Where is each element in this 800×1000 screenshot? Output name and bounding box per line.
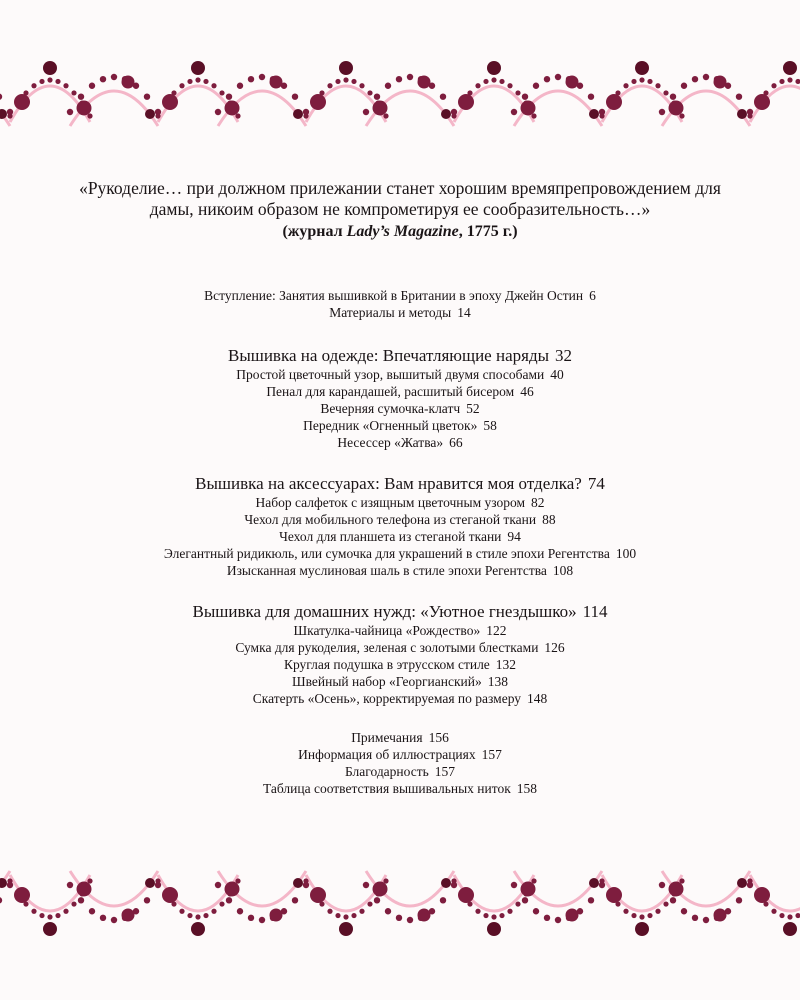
berry-dot (515, 901, 520, 906)
berry-dot (511, 109, 517, 115)
toc-entry[interactable]: Круглая подушка в этрусском стиле 132 (283, 657, 517, 672)
berry-large (122, 76, 135, 89)
epigraph-source: (журнал Lady’s Magazine, 1775 г.) (282, 223, 518, 240)
berry-dot (195, 77, 200, 82)
berry-dot (670, 93, 676, 99)
toc-section-title[interactable]: Вышивка для домашних нужд: «Уютное гнездышко» 114 (192, 602, 608, 621)
berry-dot (440, 897, 446, 903)
berry-large (43, 61, 57, 75)
toc-entry[interactable]: Материалы и методы 14 (329, 305, 471, 320)
toc-entry[interactable]: Набор салфеток с изящным цветочным узором 82 (255, 495, 545, 510)
epigraph-line-2: дамы, никоим образом не компрометируя ее сообразительность…» (149, 199, 651, 219)
toc-section-title[interactable]: Вышивка на аксессуарах: Вам нравится моя отделка? 74 (195, 474, 605, 493)
berry-large (737, 109, 747, 119)
berry-dot (795, 913, 800, 918)
toc-appendix-group (40, 729, 760, 797)
berry-dot (681, 908, 687, 914)
berry-dot (631, 913, 636, 918)
berry-dot (179, 909, 184, 914)
berry-dot (144, 897, 150, 903)
berry-large (373, 101, 388, 116)
berry-dot (0, 897, 2, 903)
berry-dot (451, 878, 456, 883)
berry-dot (237, 83, 243, 89)
berry-large (14, 94, 30, 110)
berry-dot (670, 897, 676, 903)
berry-dot (736, 93, 742, 99)
berry-dot (237, 908, 243, 914)
berry-dot (89, 83, 95, 89)
berry-dot (515, 90, 520, 95)
berry-large (270, 76, 283, 89)
toc-entry[interactable]: Пенал для карандашей, расшитый бисером 46 (266, 384, 534, 399)
berry-dot (363, 882, 369, 888)
berry-dot (203, 913, 208, 918)
berry-large (737, 878, 747, 888)
decorative-border-bottom (0, 855, 800, 955)
berry-dot (335, 79, 340, 84)
berry-dot (588, 897, 594, 903)
berry-dot (211, 909, 216, 914)
berry-dot (779, 79, 784, 84)
berry-dot (451, 113, 456, 118)
berry-dot (533, 83, 539, 89)
berry-large (122, 909, 135, 922)
berry-dot (327, 909, 332, 914)
berry-large (293, 878, 303, 888)
berry-dot (367, 90, 372, 95)
berry-large (521, 101, 536, 116)
berry-dot (343, 914, 348, 919)
toc-entry[interactable]: Чехол для планшета из стеганой ткани 94 (279, 529, 521, 544)
berry-dot (385, 83, 391, 89)
berry-large (669, 882, 684, 897)
berry-dot (71, 90, 76, 95)
berry-dot (787, 77, 792, 82)
berry-dot (55, 79, 60, 84)
berry-dot (203, 79, 208, 84)
berry-dot (647, 79, 652, 84)
epigraph-source-title: Lady’s Magazine (346, 223, 459, 240)
berry-dot (259, 74, 265, 80)
decorative-border-top (0, 42, 800, 142)
berry-dot (659, 882, 665, 888)
berry-large (145, 878, 155, 888)
berry-dot (555, 917, 561, 923)
berry-dot (639, 914, 644, 919)
berry-dot (211, 83, 216, 88)
berry-dot (747, 113, 752, 118)
berry-dot (303, 878, 308, 883)
berry-dot (659, 109, 665, 115)
berry-large (162, 94, 178, 110)
berry-dot (111, 74, 117, 80)
toc-section-home (40, 601, 760, 707)
berry-dot (747, 878, 752, 883)
berry-dot (440, 93, 446, 99)
berry-dot (67, 109, 73, 115)
berry-large (487, 61, 501, 75)
berry-dot (215, 882, 221, 888)
berry-dot (522, 93, 528, 99)
berry-large (754, 887, 770, 903)
toc-entry[interactable]: Вступление: Занятия вышивкой в Британии в эпоху Джейн Остин 6 (204, 288, 596, 303)
toc-entry[interactable]: Шкатулка-чайница «Рождество» 122 (293, 623, 507, 638)
berry-large (225, 882, 240, 897)
berry-large (293, 109, 303, 119)
berry-dot (795, 79, 800, 84)
berry-large (487, 922, 501, 936)
toc-section-title[interactable]: Вышивка на одежде: Впечатляющие наряды 32 (227, 346, 573, 365)
berry-dot (588, 93, 594, 99)
berry-dot (483, 913, 488, 918)
berry-dot (475, 909, 480, 914)
berry-dot (7, 878, 12, 883)
berry-dot (248, 76, 254, 82)
berry-dot (155, 113, 160, 118)
berry-dot (681, 83, 687, 89)
berry-dot (491, 77, 496, 82)
berry-dot (363, 109, 369, 115)
berry-large (43, 922, 57, 936)
berry-dot (703, 917, 709, 923)
berry-dot (155, 878, 160, 883)
berry-dot (259, 917, 265, 923)
berry-dot (396, 76, 402, 82)
berry-dot (0, 93, 2, 99)
toc-entry[interactable]: Таблица соответствия вышивальных ниток 158 (262, 781, 538, 796)
berry-large (783, 922, 797, 936)
berry-dot (359, 909, 364, 914)
berry-dot (111, 917, 117, 923)
toc-entry[interactable]: Информация об иллюстрациях 157 (298, 747, 502, 762)
berry-dot (507, 909, 512, 914)
berry-dot (771, 83, 776, 88)
berry-large (310, 94, 326, 110)
berry-dot (47, 77, 52, 82)
berry-large (458, 94, 474, 110)
berry-dot (71, 901, 76, 906)
berry-dot (522, 897, 528, 903)
toc-entry[interactable]: Сумка для рукоделия, зеленая с золотыми блестками 126 (235, 640, 565, 655)
berry-large (635, 922, 649, 936)
berry-large (589, 878, 599, 888)
berry-dot (67, 882, 73, 888)
toc-section-accessories (40, 473, 760, 579)
berry-large (14, 887, 30, 903)
berry-dot (663, 90, 668, 95)
berry-large (521, 882, 536, 897)
berry-large (635, 61, 649, 75)
berry-large (441, 109, 451, 119)
berry-large (339, 61, 353, 75)
berry-dot (692, 915, 698, 921)
berry-dot (39, 913, 44, 918)
berry-large (441, 878, 451, 888)
berry-dot (226, 897, 232, 903)
berry-dot (335, 913, 340, 918)
berry-dot (692, 76, 698, 82)
berry-dot (407, 917, 413, 923)
berry-dot (100, 76, 106, 82)
berry-dot (507, 83, 512, 88)
berry-large (418, 76, 431, 89)
berry-dot (631, 79, 636, 84)
berry-dot (39, 79, 44, 84)
toc-entry[interactable]: Передник «Огненный цветок» 58 (303, 418, 497, 433)
berry-dot (351, 79, 356, 84)
toc-entry[interactable]: Скатерть «Осень», корректируемая по размеру 148 (252, 691, 548, 706)
berry-dot (407, 74, 413, 80)
berry-dot (491, 914, 496, 919)
berry-dot (219, 901, 224, 906)
berry-dot (499, 913, 504, 918)
berry-large (162, 887, 178, 903)
berry-dot (351, 913, 356, 918)
berry-dot (544, 76, 550, 82)
berry-large (458, 887, 474, 903)
berry-large (77, 101, 92, 116)
berry-dot (655, 83, 660, 88)
berry-dot (187, 913, 192, 918)
toc-entry[interactable]: Благодарность 157 (344, 764, 456, 779)
berry-dot (78, 897, 84, 903)
berry-dot (771, 909, 776, 914)
berry-large (225, 101, 240, 116)
toc-entry[interactable]: Несессер «Жатва» 66 (337, 435, 463, 450)
berry-dot (303, 113, 308, 118)
berry-dot (343, 77, 348, 82)
berry-dot (483, 79, 488, 84)
berry-dot (544, 915, 550, 921)
berry-dot (78, 93, 84, 99)
berry-dot (31, 83, 36, 88)
berry-dot (292, 897, 298, 903)
toc-entry[interactable]: Швейный набор «Георгианский» 138 (292, 674, 508, 689)
berry-large (270, 909, 283, 922)
berry-dot (779, 913, 784, 918)
berry-large (310, 887, 326, 903)
berry-dot (100, 915, 106, 921)
berry-dot (374, 93, 380, 99)
berry-dot (623, 909, 628, 914)
berry-dot (89, 908, 95, 914)
berry-dot (647, 913, 652, 918)
berry-large (606, 887, 622, 903)
berry-dot (374, 897, 380, 903)
berry-dot (663, 901, 668, 906)
berry-large (606, 94, 622, 110)
berry-dot (499, 79, 504, 84)
toc-entry[interactable]: Элегантный ридикюль, или сумочка для украшений в стиле эпохи Регентства 100 (163, 546, 637, 561)
berry-dot (511, 882, 517, 888)
berry-dot (187, 79, 192, 84)
berry-dot (367, 901, 372, 906)
berry-dot (396, 915, 402, 921)
berry-large (418, 909, 431, 922)
berry-dot (623, 83, 628, 88)
berry-dot (31, 909, 36, 914)
toc-intro-group (40, 287, 760, 321)
berry-dot (359, 83, 364, 88)
berry-dot (599, 878, 604, 883)
table-of-contents (40, 287, 760, 809)
berry-large (145, 109, 155, 119)
berry-dot (179, 83, 184, 88)
berry-large (77, 882, 92, 897)
berry-dot (195, 914, 200, 919)
berry-large (566, 76, 579, 89)
berry-dot (226, 93, 232, 99)
toc-entry[interactable]: Примечания 156 (351, 730, 449, 745)
berry-dot (7, 113, 12, 118)
berry-large (339, 922, 353, 936)
berry-dot (533, 908, 539, 914)
epigraph (60, 178, 740, 242)
berry-dot (327, 83, 332, 88)
berry-large (783, 61, 797, 75)
berry-dot (63, 83, 68, 88)
berry-dot (736, 897, 742, 903)
berry-dot (655, 909, 660, 914)
epigraph-line-1: «Рукоделие… при должном прилежании станет хорошим времяпрепровождением для (79, 178, 721, 198)
berry-dot (703, 74, 709, 80)
berry-dot (555, 74, 561, 80)
berry-large (754, 94, 770, 110)
berry-dot (215, 109, 221, 115)
berry-dot (219, 90, 224, 95)
berry-dot (55, 913, 60, 918)
berry-dot (639, 77, 644, 82)
berry-dot (599, 113, 604, 118)
berry-large (714, 909, 727, 922)
berry-large (714, 76, 727, 89)
berry-dot (144, 93, 150, 99)
berry-large (191, 61, 205, 75)
toc-entry[interactable]: Изысканная муслиновая шаль в стиле эпохи Регентства 108 (226, 563, 574, 578)
berry-large (589, 109, 599, 119)
berry-large (373, 882, 388, 897)
berry-large (566, 909, 579, 922)
berry-large (669, 101, 684, 116)
berry-large (191, 922, 205, 936)
toc-section-clothing (40, 345, 760, 451)
berry-dot (475, 83, 480, 88)
berry-dot (63, 909, 68, 914)
berry-dot (248, 915, 254, 921)
berry-dot (787, 914, 792, 919)
berry-dot (385, 908, 391, 914)
berry-dot (47, 914, 52, 919)
toc-entry[interactable]: Вечерняя сумочка-клатч 52 (320, 401, 480, 416)
toc-entry[interactable]: Простой цветочный узор, вышитый двумя способами 40 (236, 367, 564, 382)
berry-dot (292, 93, 298, 99)
toc-entry[interactable]: Чехол для мобильного телефона из стеганой ткани 88 (244, 512, 556, 527)
